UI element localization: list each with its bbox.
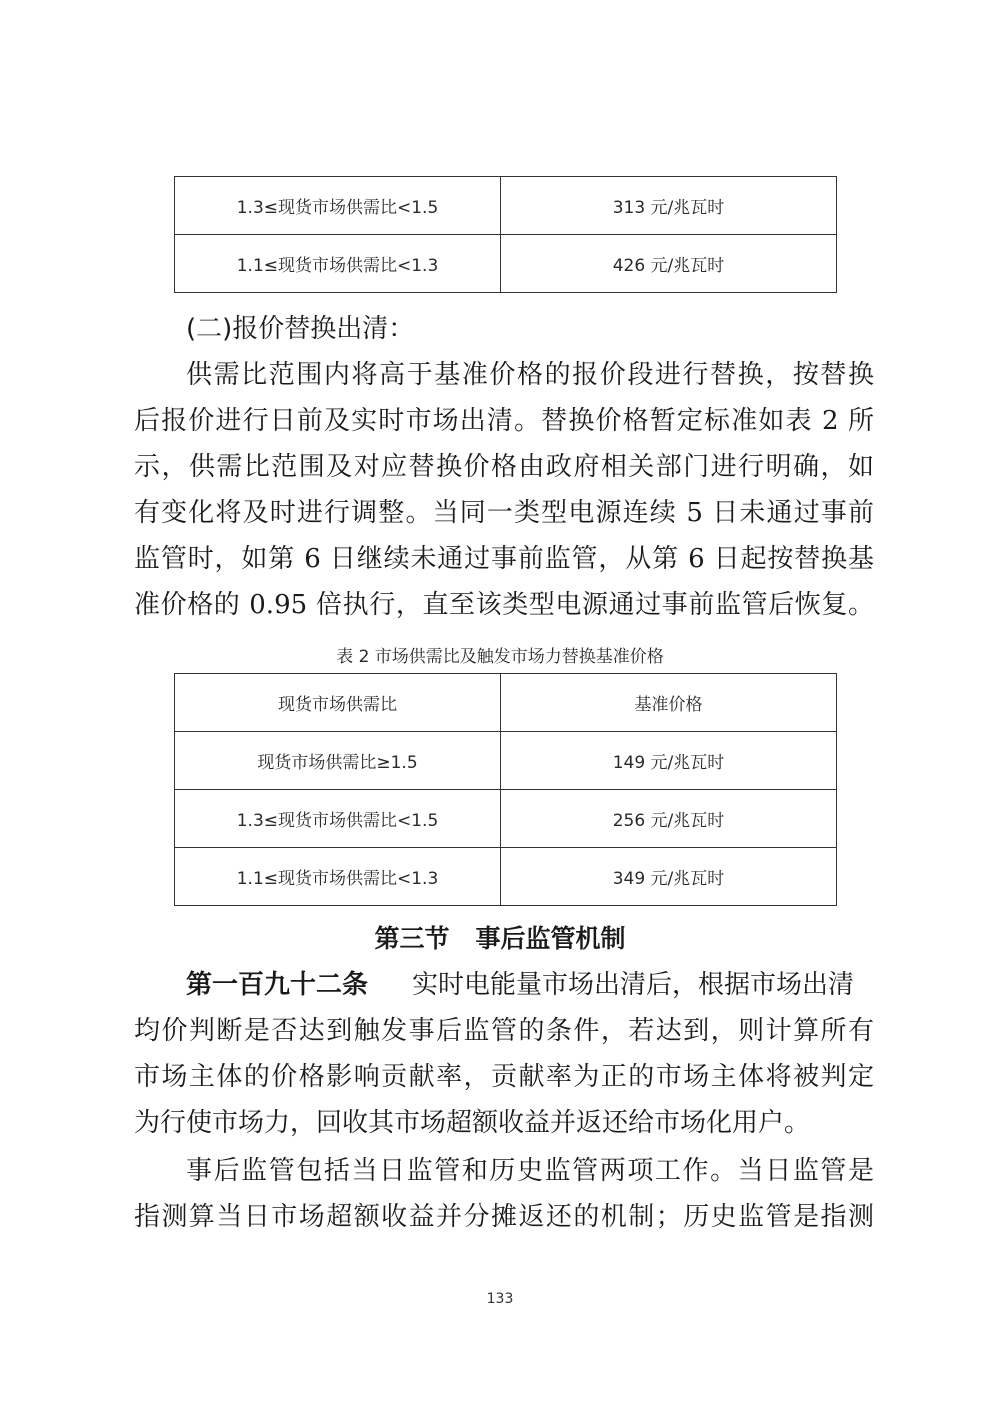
table-row: [175, 732, 837, 790]
paragraph-line: 有变化将及时进行调整。当同一类型电源连续 5 日未通过事前: [134, 498, 874, 528]
section-title: 第三节 事后监管机制: [374, 924, 626, 953]
table-caption: 表 2 市场供需比及触发市场力替换基准价格: [336, 647, 664, 667]
table-cell: 256 元/兆瓦时: [501, 790, 837, 848]
table-row: [175, 848, 837, 906]
paragraph-line: 示，供需比范围及对应替换价格由政府相关部门进行明确，如: [134, 452, 874, 482]
table-cell: 349 元/兆瓦时: [501, 848, 837, 906]
table-cell: 1.1≤现货市场供需比<1.3: [175, 235, 501, 293]
paragraph-line: 指测算当日市场超额收益并分摊返还的机制；历史监管是指测: [134, 1202, 874, 1232]
table-header-cell: 基准价格: [501, 674, 837, 732]
article-first-line: [186, 962, 874, 1008]
table-1: [174, 176, 837, 293]
table-cell: 1.1≤现货市场供需比<1.3: [175, 848, 501, 906]
table-cell: 313 元/兆瓦时: [501, 177, 837, 235]
table-cell: 1.3≤现货市场供需比<1.5: [175, 790, 501, 848]
article-label: 第一百九十二条: [186, 970, 369, 1000]
table-cell: 149 元/兆瓦时: [501, 732, 837, 790]
paragraph-line: 后报价进行日前及实时市场出清。替换价格暂定标准如表 2 所: [134, 406, 874, 436]
paragraph-line: 供需比范围内将高于基准价格的报价段进行替换，按替换: [186, 360, 874, 390]
table-header-cell: 现货市场供需比: [175, 674, 501, 732]
table-cell: 1.3≤现货市场供需比<1.5: [175, 177, 501, 235]
paragraph-line: 事后监管包括当日监管和历史监管两项工作。当日监管是: [186, 1156, 874, 1186]
paragraph-line: 监管时，如第 6 日继续未通过事前监管，从第 6 日起按替换基: [134, 544, 874, 574]
paragraph-line: 为行使市场力，回收其市场超额收益并返还给市场化用户。: [134, 1108, 811, 1138]
table-row: [175, 235, 837, 293]
paragraph-line: 准价格的 0.95 倍执行，直至该类型电源通过事前监管后恢复。: [134, 590, 874, 620]
paragraph-line: 均价判断是否达到触发事后监管的条件，若达到，则计算所有: [134, 1016, 874, 1046]
table-cell: 现货市场供需比≥1.5: [175, 732, 501, 790]
table-header-row: [175, 674, 837, 732]
table-2: [174, 673, 837, 906]
page-number: 133: [486, 1291, 514, 1307]
paragraph-line: 市场主体的价格影响贡献率，贡献率为正的市场主体将被判定: [134, 1062, 874, 1092]
table-cell: 426 元/兆瓦时: [501, 235, 837, 293]
table-row: [175, 177, 837, 235]
article-text: 实时电能量市场出清后，根据市场出清: [412, 970, 855, 1000]
table-row: [175, 790, 837, 848]
subsection-heading: (二)报价替换出清：: [186, 314, 415, 344]
